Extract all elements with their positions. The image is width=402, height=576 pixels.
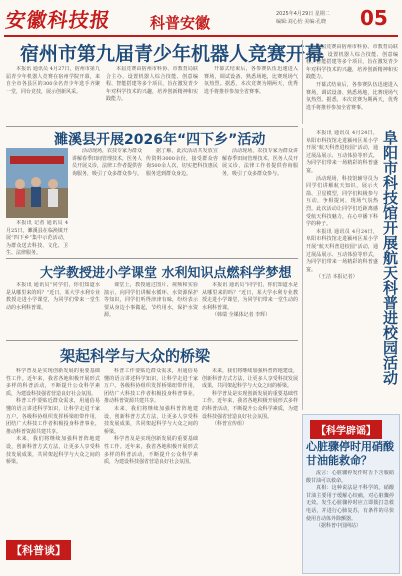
section-divider [6,126,298,127]
main-story-paragraph: 开幕式结束后，各参赛队伍迅速进入赛场，调试设备、熟悉场地，比赛现场气氛热烈。据悉，本次竞赛为期两天，优秀选手将推荐参加全省赛事。 [204,66,298,95]
rumor-headline: 心脏骤停时用硝酸甘油能救命？ [306,440,394,467]
university-paragraph: 本报讯 通讯员“同学们，你们知道水是从哪里来的吗？”近日，某大学水利专业教授走进小学课堂，为同学们带来一堂生动的水利科普课。 [202,282,298,311]
bridge-paragraph: 科学普及是实现创新发展的重要基础性工作。近年来，我省各地积极开展形式多样的科普活动，不断提升公众科学素质，为建设科技强省营造良好社会氛围。 [202,390,298,420]
column-divider [302,40,303,124]
event-photo [6,148,68,218]
university-col3 [202,282,298,338]
huaibei-paragraph: 活动现场，农技专家为群众讲解春季田间管理技术，医务人员开展义诊，法律工作者提供咨询服务，吸引了众多群众参与。 [222,148,298,177]
bridge-paragraph: 科学普及是实现创新发展的重要基础性工作。近年来，我省各地积极开展形式多样的科普活动，不断提升公众科学素质，为建设科技强省营造良好社会氛围。 [6,368,100,397]
masthead-rule [4,35,398,37]
huaibei-col2 [146,148,218,256]
bridge-col3 [202,368,298,568]
university-headline: 大学教授进小学课堂 水利知识点燃科学梦想 [40,266,292,281]
main-story-col3 [204,66,298,124]
issue-date: 2025年4月29日 星期二 [276,11,330,17]
bridge-paragraph: 未来，我们将继续加强科普阵地建设，创新科普方式方法，让更多人享受科技发展成果，共同架起科学与大众之间的桥梁。 [202,368,298,390]
fuyang-headline: 阜阳市科技馆开展航天科普进校园活动 [381,130,399,385]
bridge-paragraph: 科普工作要贴近群众需求，用通俗易懂的语言讲述科学知识，让科学走进千家万户。各级科协组织发挥桥梁纽带作用，团结广大科技工作者积极投身科普事业，推动科普资源共建共享。 [104,368,198,405]
huaibei-paragraph: 据了解，此次活动共发放宣传资料3000余份，接受群众咨询500余人次，切实把科技惠民服务送到群众身边。 [146,148,218,177]
bridge-credit: （科普宣传组） [212,421,248,428]
editor-credit: 编辑:刘心怡 美编:孔晓 [276,19,326,25]
rumor-credit: （据科普中国网站） [316,523,362,530]
bridge-headline: 架起科学与大众的桥梁 [60,347,211,365]
bridge-col2 [104,368,198,568]
fuyang-paragraph: 本报讯 通讯员 4月24日，阜阳市科技馆走进颍州区某小学开展“航天科普进校园”活动，通过展品展示、互动体验等形式，为同学们带来一场精彩的科普盛宴。 [306,228,378,273]
university-col2 [104,282,198,338]
huaibei-caption [6,220,68,260]
main-story-intro-text: 本报讯 通讯员 4月27日，宿州市第九届青少年机器人竞赛在宿州学院开幕，来自全市各县区的300余名青少年选手齐聚一堂，同台竞技，展示创新风采。 [6,66,100,95]
university-col1 [6,282,100,338]
rumor-body [306,470,394,568]
main-story-col4 [306,44,398,124]
fuyang-credit: （王洁 本报记者） [316,274,358,281]
main-story-paragraph: 开幕式结束后，各参赛队伍迅速进入赛场，调试设备、熟悉场地，比赛现场气氛热烈。据悉，本次竞赛为期两天，优秀选手将推荐参加全省赛事。 [306,81,398,111]
dateline [276,10,330,26]
fuyang-paragraph: 活动现场，科技馆辅导员为同学们讲解航天知识，展示火箭、卫星模型，同学们积极参与互动，争相提问，现场气氛热烈。此次活动让同学们近距离感受航天科技魅力，在心中播下科学的种子。 [306,175,378,228]
main-story-paragraph: 本届竞赛由宿州市科协、市教育局联合主办，设置机器人综合技能、创意编程、智能搭建等多个项目，旨在激发青少年对科学技术的兴趣，培养创新精神和实践能力。 [306,44,398,81]
main-story-paragraph: 本届竞赛由宿州市科协、市教育局联合主办，设置机器人综合技能、创意编程、智能搭建等多个项目，旨在激发青少年对科学技术的兴趣，培养创新精神和实践能力。 [106,66,198,103]
bridge-paragraph: 科普工作要贴近群众需求，用通俗易懂的语言讲述科学知识，让科学走进千家万户。各级科协组织发挥桥梁纽带作用，团结广大科技工作者积极投身科普事业，推动科普资源共建共享。 [6,398,100,435]
page-number: 05 [360,6,388,30]
huaibei-col3 [222,148,298,256]
newspaper-logo: 安徽科技报 [4,8,113,32]
bridge-paragraph: 未来，我们将继续加强科普阵地建设，创新科普方式方法，让更多人享受科技发展成果，共同架起科学与大众之间的桥梁。 [104,405,198,435]
main-story-col2 [106,66,198,124]
section-title: 科普安徽 [150,14,211,32]
bridge-col1 [6,368,100,536]
fuyang-paragraph: 本报讯 通讯员 4月24日，阜阳市科技馆走进颍州区某小学开展“航天科普进校园”活动，通过展品展示、互动体验等形式，为同学们带来一场精彩的科普盛宴。 [306,130,378,174]
section-divider [6,340,298,341]
rumor-paragraph: 真相：这种说法是不科学的。硝酸甘油主要用于缓解心绞痛，对心脏骤停无效。发生心脏骤停时应立即拨打急救电话，并进行心肺复苏，有条件的尽快使用自动体外除颤器。 [306,485,394,522]
huaibei-headline: 濉溪县开展2026年“四下乡”活动 [54,132,266,148]
university-paragraph: 本报讯 通讯员“同学们，你们知道水是从哪里来的吗？”近日，某大学水利专业教授走进小学课堂，为同学们带来一堂生动的水利科普课。 [6,282,100,311]
bridge-paragraph: 未来，我们将继续加强科普阵地建设，创新科普方式方法，让更多人享受科技发展成果，共同架起科学与大众之间的桥梁。 [6,436,100,466]
bridge-paragraph: 科学普及是实现创新发展的重要基础性工作。近年来，我省各地积极开展形式多样的科普活动，不断提升公众科学素质，为建设科技强省营造良好社会氛围。 [104,436,198,466]
rumor-tag: 【科学辟谣】 [310,420,382,439]
rumor-paragraph: 流言：心脏骤停发作时舌下含服硝酸甘油可以救命。 [306,470,394,484]
science-talk-tag: 【科普谈】 [6,540,71,560]
huaibei-paragraph: 活动现场，农技专家为群众讲解春季田间管理技术，医务人员开展义诊，法律工作者提供咨询服务，吸引了众多群众参与。 [72,148,142,177]
main-story-intro [6,66,100,124]
huaibei-col1 [72,148,142,256]
fuyang-body [306,130,378,406]
university-paragraph: 课堂上，教授通过图片、视频和实验演示，向同学们讲解水循环、水资源保护等知识，同学们听得津津有味，纷纷表示要从身边小事做起，节约用水，保护水资源。 [104,282,198,319]
column-divider [302,128,303,410]
huaibei-caption-text: 本报讯 记者 通讯员 4月25日，濉溪县在临涣镇开展“四下乡”集中示范活动，为群众送去科技、文化、卫生、法律服务。 [6,220,68,257]
university-credit: （韩瑞 全媒体记者 李辉） [212,312,271,319]
section-divider [6,258,298,259]
main-headline: 宿州市第九届青少年机器人竞赛开幕 [20,43,325,65]
masthead [0,0,402,36]
